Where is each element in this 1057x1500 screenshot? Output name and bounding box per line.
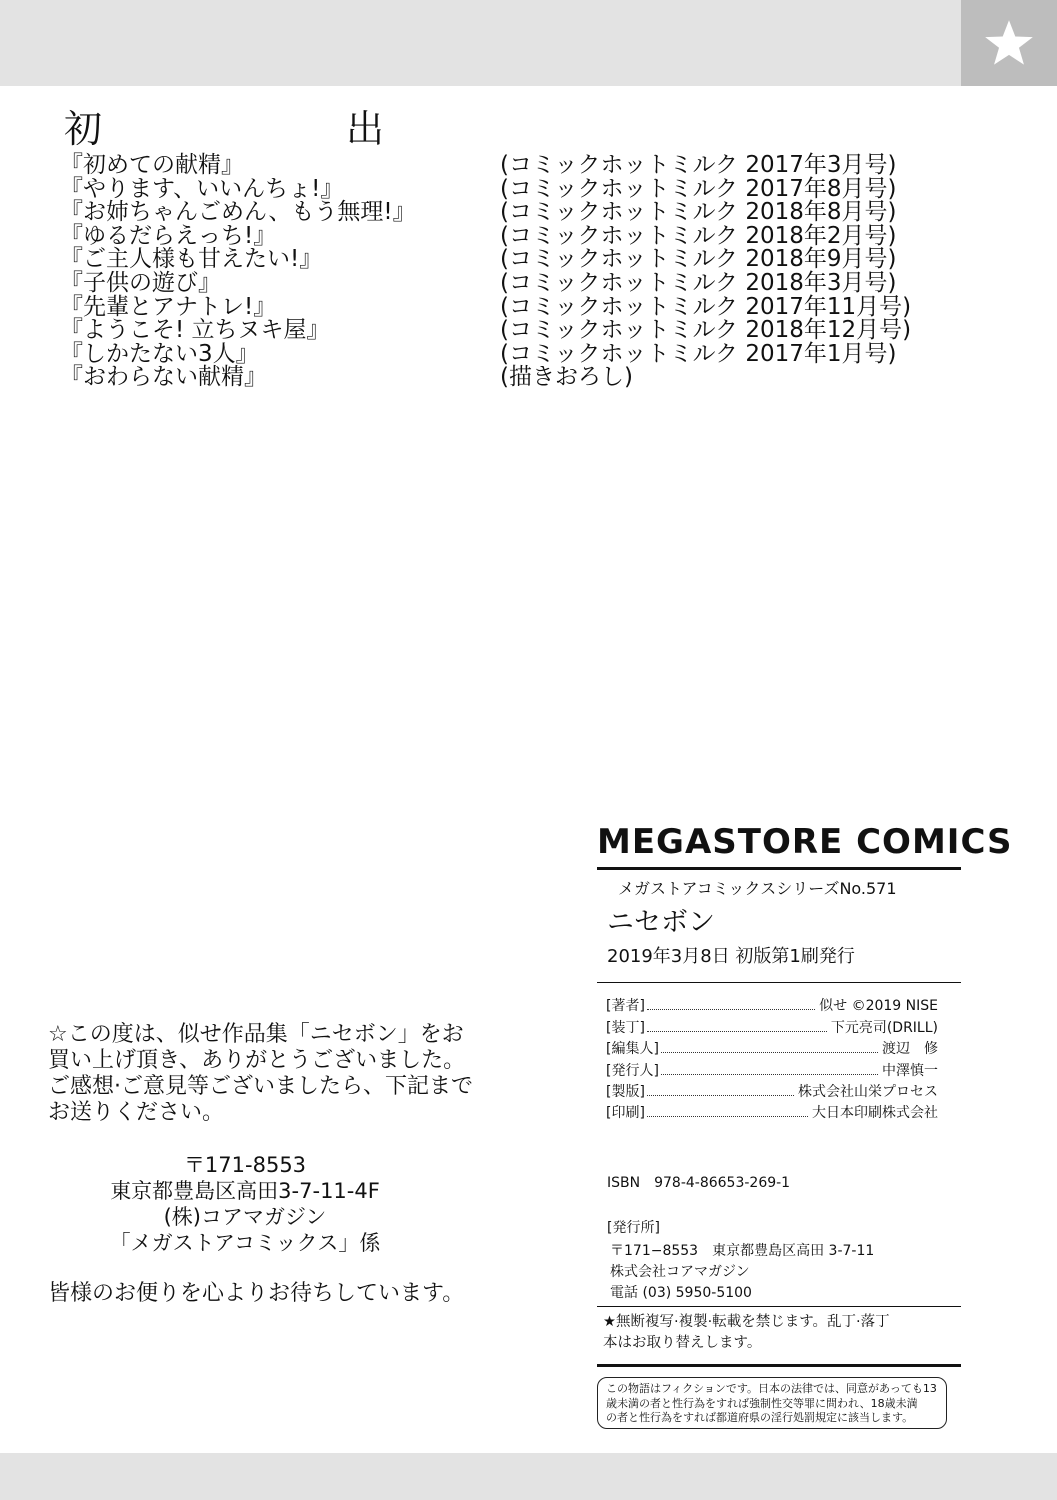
credit-role: [編集人] <box>606 1041 659 1058</box>
mailing-address <box>40 1152 450 1256</box>
story-source: (描きおろし) <box>500 364 633 391</box>
dot-leader <box>647 1009 815 1010</box>
publisher-line: 〒171−8553 東京都豊島区高田 3-7-11 <box>610 1243 875 1259</box>
warning-line: ★無断複写·複製·転載を禁じます。乱丁·落丁 <box>603 1314 890 1330</box>
credit-name: 株式会社山栄プロセス <box>798 1083 938 1100</box>
story-title-list <box>60 154 416 390</box>
story-source: (コミックホットミルク 2018年9月号) <box>500 246 897 273</box>
fiction-notice <box>597 1377 947 1429</box>
story-source: (コミックホットミルク 2018年3月号) <box>500 269 897 296</box>
address-line: 東京都豊島区高田3-7-11-4F <box>110 1179 380 1203</box>
credit-row <box>606 1015 938 1036</box>
divider <box>597 1306 961 1307</box>
address-line: (株)コアマガジン <box>163 1205 327 1229</box>
story-title: 『ゆるだらえっち!』 <box>60 222 277 249</box>
credit-role: [著者] <box>606 998 645 1015</box>
story-title: 『やります、いいんちょ!』 <box>60 175 344 202</box>
address-line: 「メガストアコミックス」係 <box>109 1231 381 1255</box>
story-source-list <box>500 154 911 390</box>
star-icon <box>983 17 1035 69</box>
story-source: (コミックホットミルク 2018年2月号) <box>500 222 897 249</box>
credit-name: 下元亮司(DRILL) <box>830 1019 938 1036</box>
message-line: ご感想·ご意見等ございましたら、下記まで <box>48 1074 473 1099</box>
notice-line: この物語はフィクションです。日本の法律では、同意があっても13 <box>606 1382 937 1395</box>
story-title: 『お姉ちゃんごめん、もう無理!』 <box>60 199 416 226</box>
credit-role: [製版] <box>606 1083 645 1100</box>
publisher-line: 株式会社コアマガジン <box>610 1264 750 1280</box>
story-title: 『おわらない献精』 <box>60 364 267 391</box>
story-source: (コミックホットミルク 2018年12月号) <box>500 317 912 344</box>
publisher-line: 電話 (03) 5950-5100 <box>610 1285 752 1301</box>
story-title: 『初めての献精』 <box>60 152 244 178</box>
message-line: お送りください。 <box>48 1100 225 1125</box>
divider <box>597 982 961 983</box>
corner-star-box <box>961 0 1057 86</box>
dot-leader <box>661 1074 878 1075</box>
credit-name: 似せ ©2019 NISE <box>819 998 938 1015</box>
book-title: ニセボン <box>607 907 715 938</box>
warning-line: 本はお取り替えします。 <box>603 1335 762 1351</box>
reader-message <box>48 1022 473 1126</box>
dot-leader <box>647 1116 808 1117</box>
story-source: (コミックホットミルク 2018年8月号) <box>500 199 897 226</box>
credit-name: 渡辺 修 <box>882 1041 938 1058</box>
credit-row <box>606 1058 938 1079</box>
story-title: 『しかたない3人』 <box>60 340 259 367</box>
credit-row <box>606 1101 938 1122</box>
publication-date: 2019年3月8日 初版第1刷発行 <box>607 946 855 967</box>
credit-row <box>606 994 938 1015</box>
notice-line: 歳未満の者と性行為をすれば強制性交等罪に問われ、18歳未満 <box>606 1396 918 1410</box>
publisher-info <box>610 1241 874 1304</box>
message-line: ☆この度は、似せ作品集「ニセボン」をお <box>48 1022 464 1047</box>
copyright-warning <box>603 1312 943 1354</box>
bottom-band <box>0 1453 1057 1500</box>
credit-row <box>606 1080 938 1101</box>
publisher-label: [発行所] <box>607 1220 660 1236</box>
dot-leader <box>647 1031 827 1032</box>
story-title: 『ご主人様も甘えたい!』 <box>60 246 323 273</box>
closing-message: 皆様のお便りを心よりお待ちしています。 <box>48 1281 465 1306</box>
credit-role: [装丁] <box>606 1019 645 1036</box>
credit-role: [発行人] <box>606 1062 659 1079</box>
top-band <box>0 0 1057 86</box>
dot-leader <box>661 1052 878 1053</box>
story-source: (コミックホットミルク 2017年1月号) <box>500 340 897 367</box>
story-title: 『ようこそ! 立ちヌキ屋』 <box>60 317 330 344</box>
logo-underline <box>597 867 961 870</box>
story-title: 『先輩とアナトレ!』 <box>60 293 277 320</box>
isbn: ISBN 978-4-86653-269-1 <box>607 1175 791 1191</box>
credit-name: 大日本印刷株式会社 <box>812 1105 938 1122</box>
address-line: 〒171-8553 <box>183 1153 307 1177</box>
divider <box>597 1364 961 1367</box>
credit-row <box>606 1037 938 1058</box>
story-source: (コミックホットミルク 2017年8月号) <box>500 175 897 202</box>
story-source: (コミックホットミルク 2017年3月号) <box>500 152 897 178</box>
story-source: (コミックホットミルク 2017年11月号) <box>500 293 912 320</box>
story-title: 『子供の遊び』 <box>60 269 221 296</box>
message-line: 買い上げ頂き、ありがとうございました。 <box>48 1048 466 1073</box>
notice-line: の者と性行為をすれば都道府県の淫行処罰規定に該当します。 <box>606 1411 914 1424</box>
credit-role: [印刷] <box>606 1105 645 1122</box>
first-appearance-heading: 初 出 <box>64 107 441 151</box>
credit-name: 中澤慎一 <box>882 1062 938 1079</box>
megastore-comics-logo: MEGASTORE COMICS <box>597 822 1013 862</box>
credits-list <box>606 994 938 1122</box>
series-number: メガストアコミックスシリーズNo.571 <box>618 879 897 898</box>
dot-leader <box>647 1095 794 1096</box>
